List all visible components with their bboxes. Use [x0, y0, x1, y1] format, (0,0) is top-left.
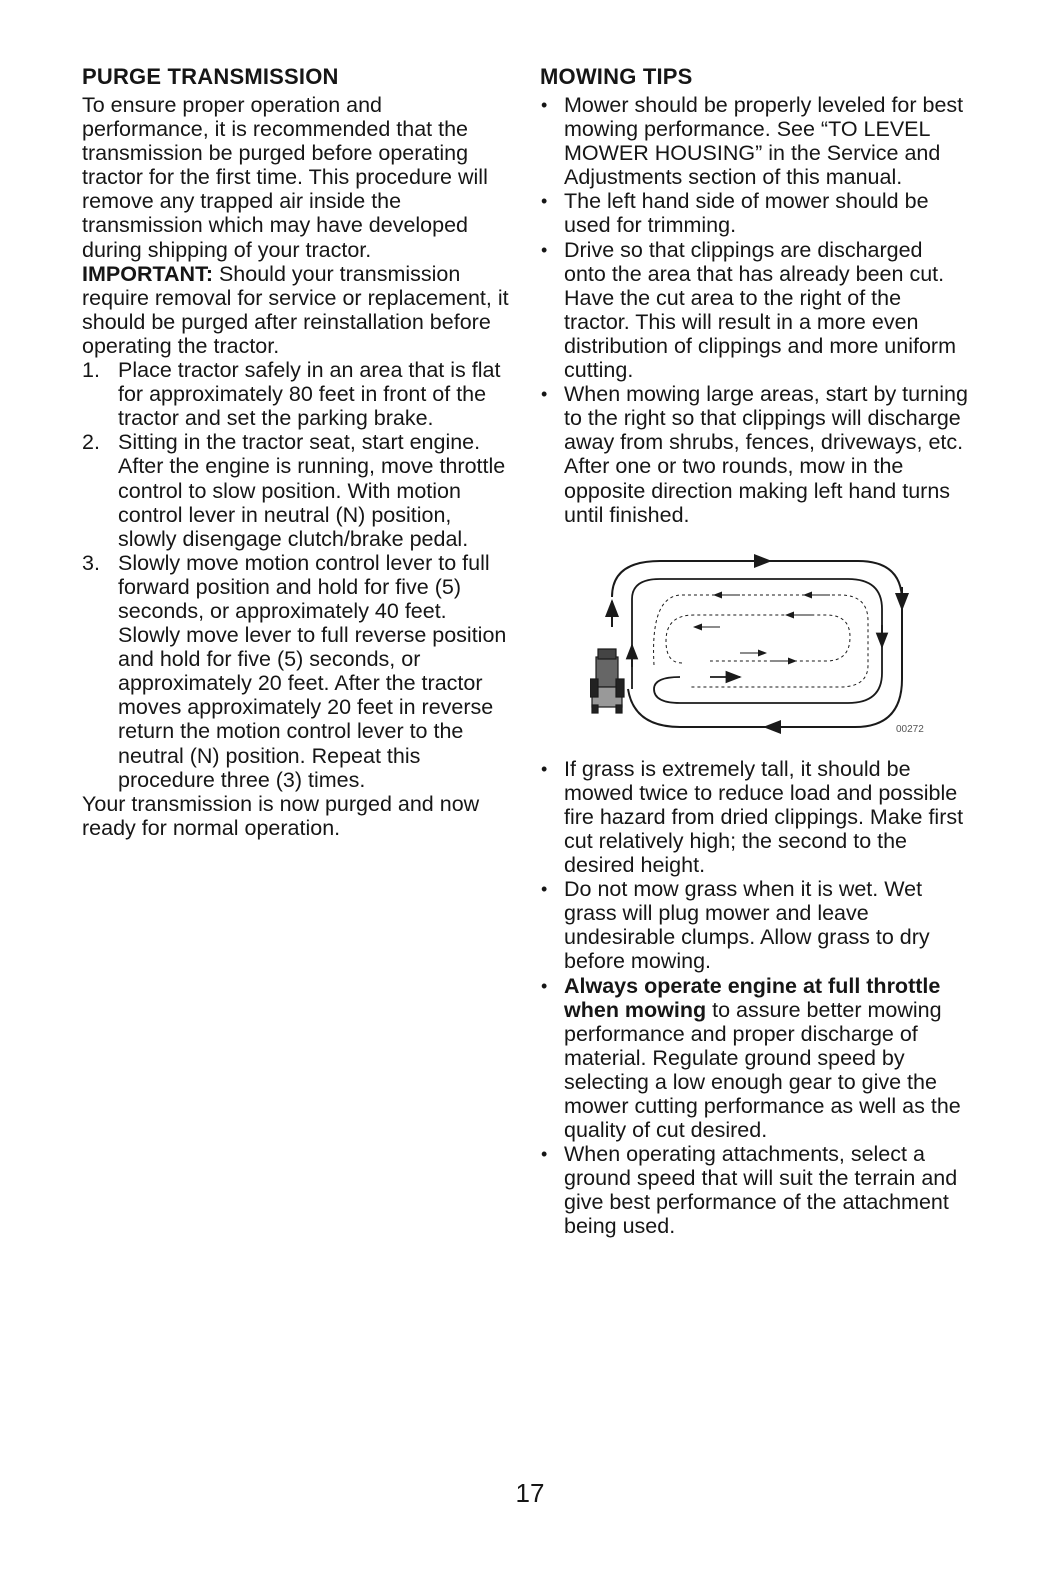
purge-step	[82, 551, 514, 792]
tractor-icon	[590, 649, 624, 713]
bullet-icon: •	[541, 758, 548, 779]
mowing-tip	[540, 238, 970, 383]
mowing-tips-section	[540, 62, 970, 1239]
mowing-tip	[540, 382, 970, 527]
tip-text: When mowing large areas, start by turning to the right so that clippings will discharge away from shrubs, fences, driveways, etc. After one or two rounds, mow in the opposite direction making left hand turns until finished.	[564, 382, 968, 527]
mowing-tip	[540, 1142, 970, 1238]
second-mow-path	[632, 579, 882, 703]
mowing-tip	[540, 93, 970, 189]
purge-closing: Your transmission is now purged and now ready for normal operation.	[82, 791, 480, 840]
mowing-tips-list-top	[540, 93, 970, 527]
mowing-pattern-diagram	[590, 549, 924, 741]
dashed-outer-path	[654, 595, 868, 687]
bullet-icon: •	[541, 191, 548, 212]
tip-text: Do not mow grass when it is wet. Wet grass will plug mower and leave undesirable clumps. Allow grass to dry before mowing.	[564, 877, 930, 974]
mowing-tip	[540, 974, 970, 1143]
page-number: 17	[515, 1478, 545, 1508]
purge-step	[82, 430, 514, 550]
important-note	[82, 262, 514, 358]
tip-bold: Always operate engine at full throttle when mowing	[564, 973, 941, 1022]
diagram-code: 00272	[896, 723, 924, 735]
bullet-icon: •	[541, 95, 548, 115]
step-text: Sitting in the tractor seat, start engine. After the engine is running, move throttle control to slow position. With motion control lever in neutral (N) position, slowly disengage clutch/brake pedal.	[118, 430, 506, 551]
step-number: 3.	[82, 550, 100, 575]
step-text: Slowly move motion control lever to full forward position and hold for five (5) seconds, or approximately 40 feet. Slowly move lever to full reverse position and hold for five (5) seconds, or approximately 20 feet. After the tractor moves approximately 20 feet in reverse return the motion control lever to the neutral (N) position. Repeat this procedure three (3) times.	[118, 550, 507, 792]
dashed-inner-path	[666, 615, 850, 663]
bullet-icon: •	[541, 384, 548, 405]
tip-text: When operating attachments, select a ground speed that will suit the terrain and give best performance of the attachment being used.	[564, 1142, 958, 1239]
step-number: 1.	[82, 358, 100, 383]
purge-step	[82, 358, 514, 430]
mowing-tip	[540, 877, 970, 973]
purge-intro: To ensure proper operation and performance, it is recommended that the transmission be purged before operating tractor for the first time. This procedure will remove any trapped air inside the transmission which may have developed during shipping of your tractor.	[82, 93, 488, 262]
mowing-path-illustration	[590, 549, 920, 741]
bullet-icon: •	[541, 975, 548, 996]
purge-heading: PURGE TRANSMISSION	[82, 64, 339, 89]
mowing-tip	[540, 189, 970, 237]
bullet-icon: •	[541, 239, 548, 260]
mowing-heading: MOWING TIPS	[540, 64, 693, 89]
purge-transmission-section	[82, 62, 514, 840]
step-number: 2.	[82, 430, 100, 455]
tip-text: The left hand side of mower should be used for trimming.	[564, 189, 929, 238]
tip-text: If grass is extremely tall, it should be mowed twice to reduce load and possible fire hazard from dried clippings. Make first cut relatively high; the second to the desired height.	[564, 756, 964, 878]
bullet-icon: •	[541, 879, 548, 900]
tip-text: Mower should be properly leveled for best mowing performance. See “TO LEVEL MOWER HOUSING” in the Service and Adjustments section of this manual.	[564, 93, 964, 190]
mowing-tip	[540, 757, 970, 877]
tip-text: to assure better mowing performance and proper discharge of material. Regulate ground speed by selecting a low enough gear to give the mower cutting performance as well as the quality of cut desired.	[564, 997, 961, 1143]
purge-steps	[82, 358, 514, 792]
mowing-tips-list-bottom	[540, 757, 970, 1239]
important-label: IMPORTANT:	[82, 261, 213, 286]
important-text: Should your transmission require removal for service or replacement, it should be purged after reinstallation before operating the tractor.	[82, 261, 509, 358]
step-text: Place tractor safely in an area that is flat for approximately 80 feet in front of the tractor and set the parking brake.	[118, 358, 501, 431]
tip-text: Drive so that clippings are discharged onto the area that has already been cut. Have the cut area to the right of the tractor. This will result in a more even distribution of clippings and more uniform cutting.	[564, 237, 956, 383]
bullet-icon: •	[541, 1144, 548, 1165]
